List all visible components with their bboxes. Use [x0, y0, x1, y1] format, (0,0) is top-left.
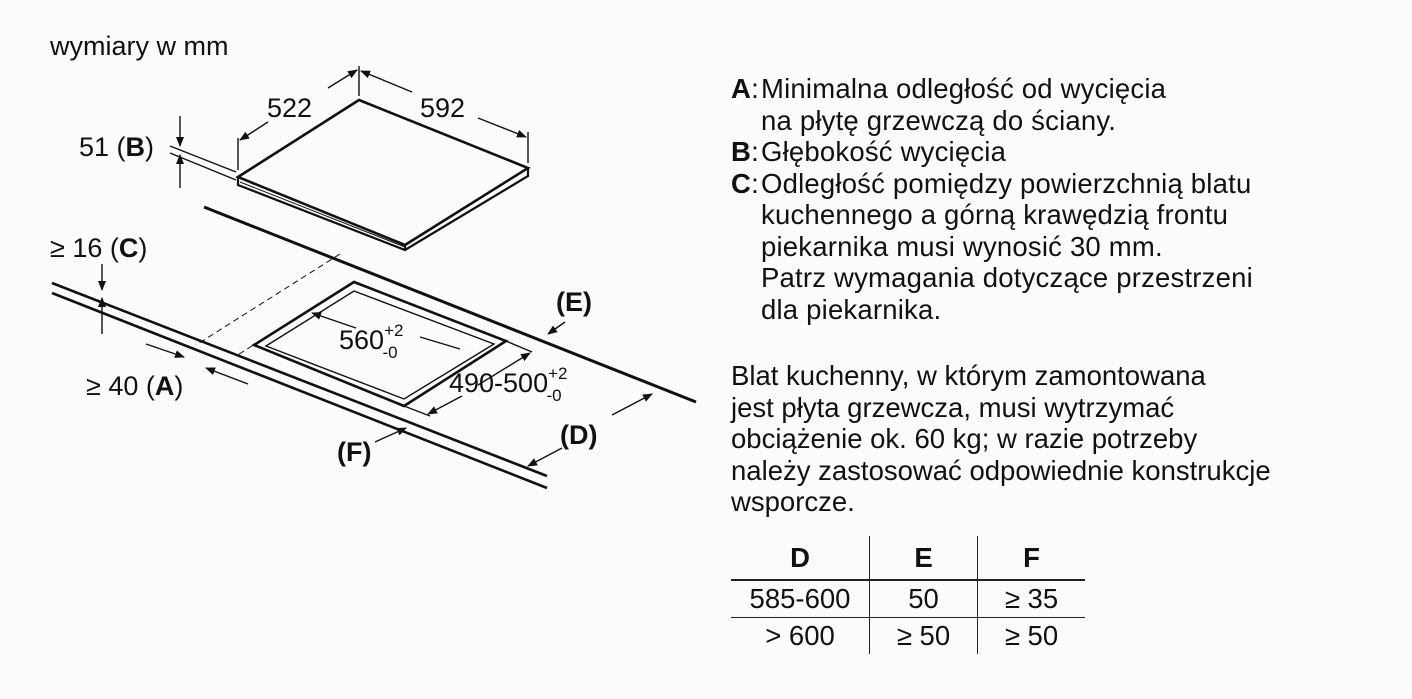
dim-c-label: ≥ 16 (C) [50, 233, 148, 263]
legend-line: piekarnika musi wynosić 30 mm. [761, 230, 1163, 262]
table-cell: ≥ 35 [978, 580, 1086, 618]
dim-e-label: (E) [556, 287, 592, 317]
note-line: wsporcze. [731, 486, 855, 517]
legend-item-a: A: Minimalna odległość od wycięcia na płytę grzewczą do ściany. [731, 73, 1391, 136]
table-cell: 585-600 [731, 580, 870, 618]
dim-592: 592 [420, 93, 466, 123]
legend-line: Odległość pomiędzy powierzchnią blatu [761, 167, 1252, 199]
note-line: należy zastosować odpowiednie konstrukcje [731, 454, 1271, 486]
table-row [731, 618, 1085, 655]
table-cell: ≥ 50 [870, 618, 978, 655]
legend-line: Głębokość wycięcia [761, 136, 1007, 167]
legend-line: na płytę grzewczą do ściany. [761, 104, 1117, 136]
dim-cutout-width: $560^{+2}$ -0 [339, 321, 404, 362]
table-header-row [731, 536, 1085, 580]
legend-line: kuchennego a górną krawędzią frontu [761, 199, 1229, 230]
table-row [731, 580, 1085, 618]
legend [731, 73, 1391, 325]
dim-cutout-depth: $490-500^{+2}$ -0 [449, 364, 568, 405]
table-header: D [731, 536, 870, 580]
note-line: Blat kuchenny, w którym zamontowana [731, 360, 1206, 391]
distance-table [731, 536, 1085, 654]
load-note [731, 360, 1391, 518]
legend-item-c: C: Odległość pomiędzy powierzchnią blatu kuchennego a górną krawędzią frontu piekarnika musi wynosić 30 mm. Patrz wymagania dotyczące przestrzeni dla piekarnika. [731, 168, 1391, 326]
dim-a-label: ≥ 40 (A) [86, 371, 184, 401]
dim-f-label: (F) [337, 437, 372, 467]
table-cell: > 600 [765, 620, 835, 651]
units-label: wymiary w mm [50, 31, 229, 61]
dim-d-label: (D) [560, 420, 598, 450]
legend-line: Patrz wymagania dotyczące przestrzeni [761, 262, 1253, 293]
dim-b-label: 51 (B) [79, 132, 155, 162]
table-cell: 50 [870, 580, 978, 618]
legend-key: A [731, 73, 752, 104]
legend-line: Minimalna odległość od wycięcia [761, 73, 1167, 104]
legend-key: C [731, 167, 752, 199]
legend-line: dla piekarnika. [761, 293, 942, 325]
note-line: obciążenie ok. 60 kg; w razie potrzeby [731, 423, 1198, 454]
table-header: F [978, 536, 1086, 580]
legend-item-b: B: Głębokość wycięcia [731, 136, 1391, 168]
dim-522: 522 [267, 93, 313, 123]
table-header: E [870, 536, 978, 580]
table-cell: ≥ 50 [978, 618, 1086, 655]
legend-key: B [731, 136, 752, 167]
note-line: jest płyta grzewcza, musi wytrzymać [731, 391, 1175, 423]
